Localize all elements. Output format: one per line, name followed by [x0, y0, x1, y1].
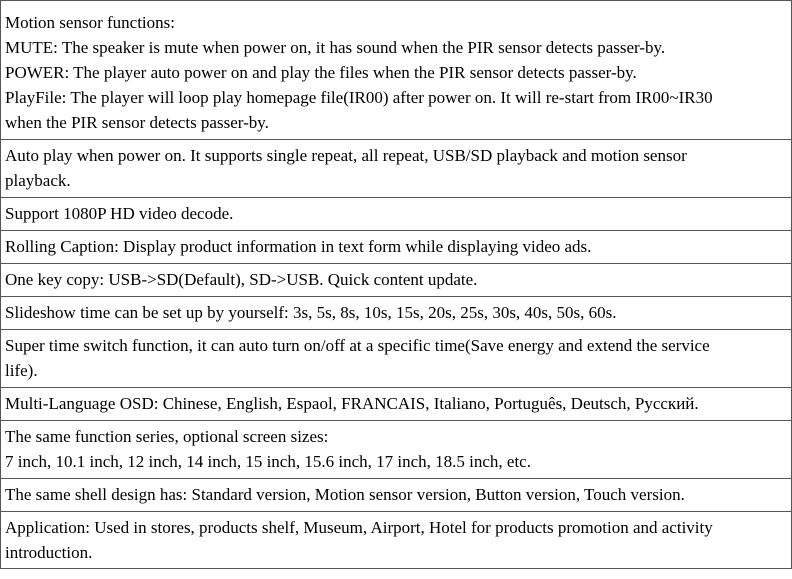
row-application	[1, 512, 791, 569]
row-shell-design	[1, 479, 791, 512]
row-rolling-caption	[1, 231, 791, 264]
row-video-decode	[1, 198, 791, 231]
row-shell-design-line-1: The same shell design has: Standard version, Motion sensor version, Button version, Touch version.	[5, 485, 685, 504]
row-screen-sizes	[1, 421, 791, 479]
row-time-switch-line-1: Super time switch function, it can auto turn on/off at a specific time(Save energy and extend the service	[5, 336, 710, 355]
row-motion-sensor-line-4: PlayFile: The player will loop play homepage file(IR00) after power on. It will re-start from IR00~IR30	[5, 88, 713, 107]
row-video-decode-line-1: Support 1080P HD video decode.	[5, 204, 234, 223]
row-multi-language	[1, 388, 791, 421]
row-application-line-2: introduction.	[5, 543, 93, 562]
row-one-key-copy	[1, 264, 791, 297]
row-slideshow-time	[1, 297, 791, 330]
row-motion-sensor-line-5: when the PIR sensor detects passer-by.	[5, 113, 269, 132]
row-motion-sensor-line-1: Motion sensor functions:	[5, 13, 175, 32]
row-slideshow-time-line-1: Slideshow time can be set up by yourself: 3s, 5s, 8s, 10s, 15s, 20s, 25s, 30s, 40s, 50s, 60s.	[5, 303, 617, 322]
row-screen-sizes-line-2: 7 inch, 10.1 inch, 12 inch, 14 inch, 15 inch, 15.6 inch, 17 inch, 18.5 inch, etc.	[5, 452, 531, 471]
row-rolling-caption-line-1: Rolling Caption: Display product information in text form while displaying video ads.	[5, 237, 592, 256]
row-auto-play	[1, 140, 791, 198]
row-time-switch-line-2: life).	[5, 361, 38, 380]
row-time-switch	[1, 330, 791, 388]
row-auto-play-line-2: playback.	[5, 171, 71, 190]
row-one-key-copy-line-1: One key copy: USB->SD(Default), SD->USB. Quick content update.	[5, 270, 478, 289]
row-motion-sensor-line-3: POWER: The player auto power on and play the files when the PIR sensor detects passer-by.	[5, 63, 637, 82]
row-auto-play-line-1: Auto play when power on. It supports single repeat, all repeat, USB/SD playback and motion sensor	[5, 146, 687, 165]
row-motion-sensor-line-2: MUTE: The speaker is mute when power on, it has sound when the PIR sensor detects passer-by.	[5, 38, 666, 57]
row-multi-language-line-1: Multi-Language OSD: Chinese, English, Espaol, FRANCAIS, Italiano, Português, Deutsch, Русский.	[5, 394, 699, 413]
row-application-line-1: Application: Used in stores, products shelf, Museum, Airport, Hotel for products promotion and activity	[5, 518, 713, 537]
row-screen-sizes-line-1: The same function series, optional screen sizes:	[5, 427, 329, 446]
row-motion-sensor	[1, 1, 791, 140]
